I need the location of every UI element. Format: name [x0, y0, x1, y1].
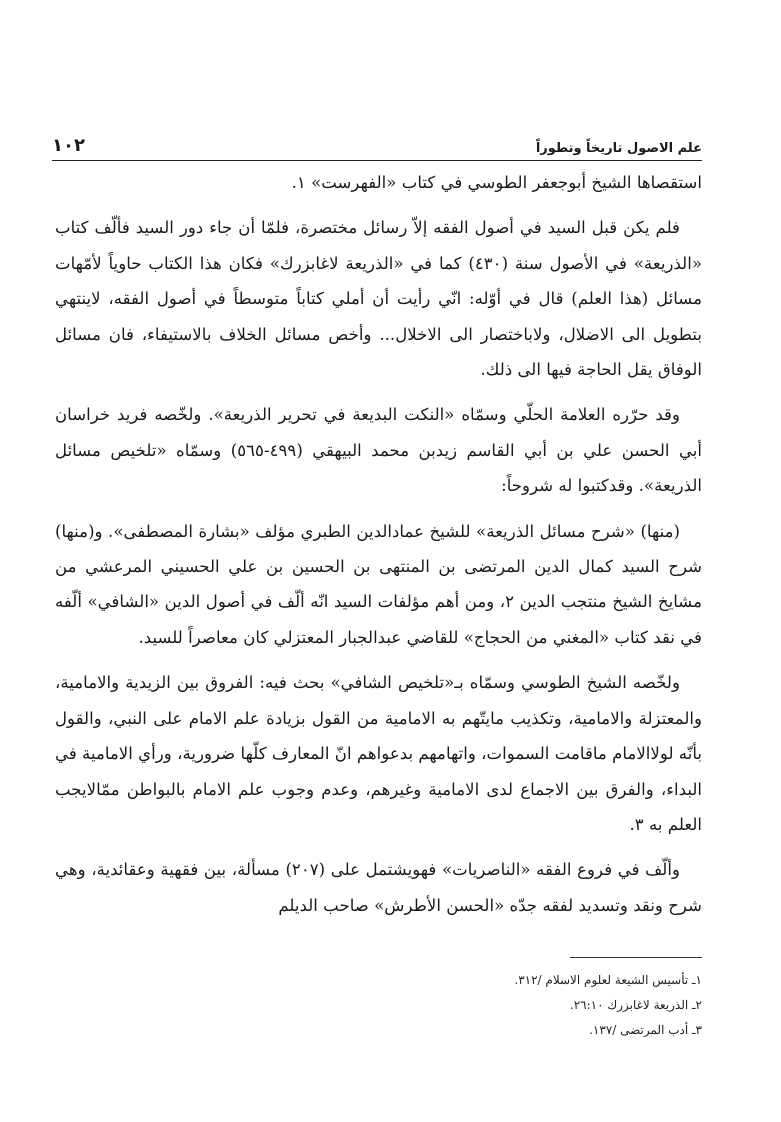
paragraph: استقصاها الشيخ أبوجعفر الطوسي في كتاب «الفهرست» ١.	[291, 173, 702, 192]
paragraph: ولخّصه الشيخ الطوسي وسمّاه بـ«تلخيص الشافي» بحث فيه: الفروق بين الزيدية والامامية، والمعتزلة والامامية، وتكذيب مايتّهم به الامامية من القول بزيادة علم الامام على النبي، والقول بأنّه لولاالامام ماقامت السموات، واتهامهم بدعواهم انّ المعارف كلّها ضرورية، ورأي الامامية في البداء، والفرق بين الاجماع لدى الامامية وغيرهم، وعدم وجوب علم الامام بالبواطن ممّالايجب العلم به ٣.	[55, 673, 702, 834]
paragraph: وقد حرّره العلامة الحلّي وسمّاه «النكت البديعة في تحرير الذريعة». ولخّصه فريد خراسان أبي الحسن علي بن أبي القاسم زيدبن محمد البيهقي (٤٩٩-٥٦٥) وسمّاه «تلخيص مسائل الذريعة». وقدكتبوا له شروحاً:	[55, 405, 703, 496]
paragraph: وألّف في فروع الفقه «الناصريات» فهويشتمل على (٢٠٧) مسألة، بين فقهية وعقائدية، وهي شرح ونقد وتسديد لفقه جدّه «الحسن الأطرش» صاحب الديلم	[55, 860, 702, 915]
body-text	[55, 165, 702, 933]
paragraph: فلم يكن قبل السيد في أصول الفقه إلاّ رسائل مختصرة، فلمّا أن جاء دور السيد فألّف كتاب «الذريعة» في الأصول سنة (٤٣٠) كما في «الذريعة لاغابزرك» فكان هذا الكتاب حاوياً لأمّهات مسائل (هذا العلم) قال في أوّله: انّي رأيت أن أملي كتاباً متوسطاً في أصول الفقه، لاينتهي بتطويل الى الاضلال، ولاباختصار الى الاخلال... وأخص مسائل الخلاف بالاستيفاء، فان مسائل الوفاق يقل الحاجة فيها الى ذلك.	[55, 218, 702, 380]
page-number: ١٠٢	[52, 135, 85, 156]
footnote: ١ـ تأسيس الشيعة لعلوم الاسلام /٣١٢.	[514, 973, 702, 987]
footnote-divider	[570, 957, 702, 958]
footnote: ٣ـ أدب المرتضى /١٣٧.	[589, 1023, 702, 1037]
footnote: ٢ـ الذريعة لاغابزرك ٢٦:١٠.	[569, 998, 702, 1012]
footnotes	[55, 968, 702, 1043]
running-title: علم الاصول تاريخاً وتطوراً	[535, 141, 702, 156]
page-header	[52, 120, 702, 161]
paragraph: (منها) «شرح مسائل الذريعة» للشيخ عمادالدين الطبري مؤلف «بشارة المصطفى». و(منها) شرح السيد كمال الدين المرتضى بن المنتهى بن الحسين بن علي الحسيني المرعشي من مشايخ الشيخ منتجب الدين ٢، ومن أهم مؤلفات السيد انّه ألّف في أصول الدين «الشافي» ألّفه في نقد كتاب «المغني من الحجاج» للقاضي عبدالجبار المعتزلي كان معاصراً للسيد.	[55, 521, 703, 647]
